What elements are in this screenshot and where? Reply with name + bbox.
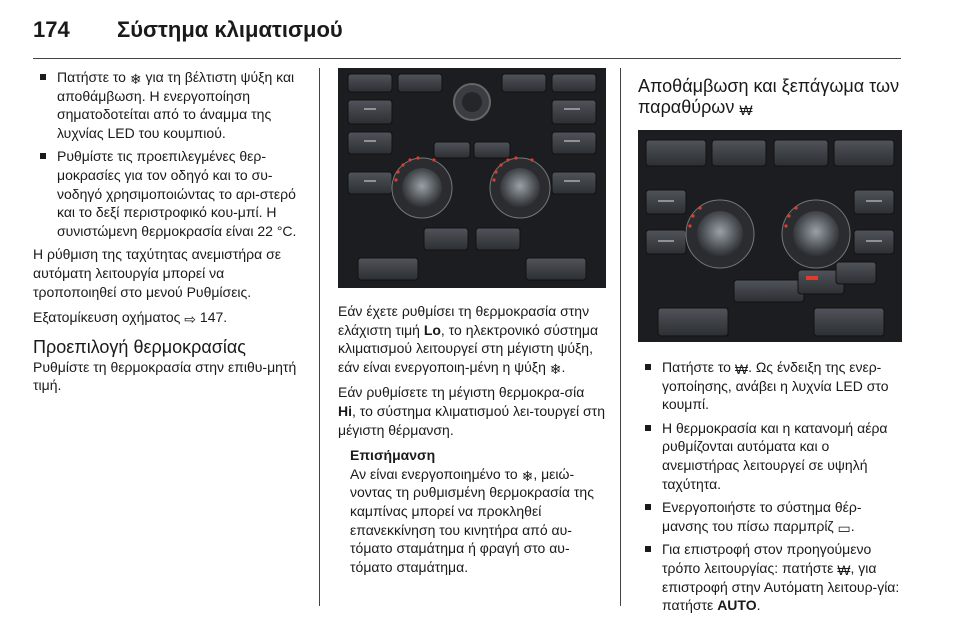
column-2 [338,68,606,576]
bullet-item [638,419,902,493]
text-run: . [561,358,566,375]
paragraph [338,302,606,376]
page-number: 174 [33,17,70,42]
bullet-item [33,147,305,240]
note-title: Επισήμανση [350,447,436,464]
snowflake-icon: ❄ [521,467,534,484]
reference-text: Εξατομίκευση οχήματος [33,309,185,326]
note-text [350,465,606,577]
text-run: , το σύστημα κλιματισμού λει-τουργεί στη μέγιστη θέρμανση. [338,402,605,438]
column-rule-1 [319,68,320,606]
bullet-item [638,358,902,414]
paragraph: Ρυθμίστε τη θερμοκρασία στην επιθυ-μητή τιμή. [33,358,297,394]
heading-text: Αποθάμβωση και ξεπάγωμα των παραθύρων [638,76,900,117]
column-rule-2 [620,68,621,606]
text-run: , μειώ-νοντας τη ρυθμισμένη θερμοκρασία της καμπίνας μπορεί να προκληθεί επανεκκίνηση του κινητήρα από αυ-τόματο σταμάτημα ή φραγή στο αυ-τόματο σταμάτημα. [350,465,594,575]
rear-window-heating-icon: ▭ [837,519,851,536]
bullet-text: Ρυθμίστε τις προεπιλεγμένες θερ-μοκρασίες για τον οδηγό και το συ-νοδηγό χρησιμοποιώντας το αρι-στερό και το δεξί περιστροφικό κου-μπί. Η συνιστώμενη θερμοκρασία είναι 22 °C. [57,148,297,239]
note-box [338,446,606,576]
column-3 [638,68,902,620]
header-rule [33,58,901,59]
arrow-icon: ⇨ [184,311,197,328]
bullet-item [638,498,902,535]
bullet-item [638,540,902,614]
cross-reference [33,308,305,327]
bullet-text: Για επιστροφή στον προηγούμενο τρόπο λειτουργίας: πατήστε [662,541,872,576]
snowflake-icon: ❄ [129,71,142,87]
climate-panel-photo-defrost [638,130,902,342]
bullet-text: . [850,517,855,534]
bold-term: Hi [338,402,352,419]
text-run: , το ηλεκτρονικό σύστημα κλιματισμού λειτουργεί στη μέγιστη ψύξη, εάν είναι ενεργοποιη-μένη η ψύξη [338,321,599,375]
text-run: Εάν ρυθμίσετε τη μέγιστη θερμοκρα-σία [338,384,585,401]
bullet-text: Η θερμοκρασία και η κατανομή αέρα ρυθμίζονται αυτόματα και ο ανεμιστήρας λειτουργεί σε υψηλή ταχύτητα. [662,419,888,492]
bullet-text: Πατήστε το [57,69,130,85]
section-heading: Προεπιλογή θερμοκρασίας [33,336,246,357]
windscreen-defrost-icon: ₩ [734,361,749,377]
climate-panel-photo [338,68,606,288]
bullet-text: Ενεργοποιήστε το σύστημα θέρ-μανσης του πίσω παρμπρίζ [662,499,862,534]
bullet-text: . [756,597,761,614]
column-1 [33,68,305,402]
bold-term: Lo [423,321,441,338]
text-run: Εάν έχετε ρυθμίσει τη θερμοκρασία στην ελάχιστη τιμή [338,303,590,338]
snowflake-icon: ❄ [549,360,562,377]
paragraph: Η ρύθμιση της ταχύτητας ανεμιστήρα σε αυτόματη λειτουργία μπορεί να τροποποιηθεί στο μενού Ρυθμίσεις. [33,246,281,300]
bullet-text: , για επιστροφή στην Αυτόματη λειτουρ-γία: πατήστε [662,559,900,614]
paragraph [338,383,606,439]
bullet-text: για τη βέλτιστη ψύξη και αποθάμβωση. Η ενεργοποίηση σηματοδοτείται από το άναμμα της λυχνίας LED του κουμπιού. [57,69,295,141]
text-run: Αν είναι ενεργοποιημένο το [350,465,522,482]
bullet-item [33,68,305,142]
bold-term: AUTO [717,597,757,614]
bullet-text: . Ως ένδειξη της ενερ-γοποίησης, ανάβει η λυχνία LED στο κουμπί. [662,359,889,413]
bullet-text: Πατήστε το [662,359,735,375]
reference-page: 147. [199,309,228,326]
windscreen-defrost-icon: ₩ [837,561,851,578]
windscreen-defrost-icon: ₩ [739,102,753,118]
running-title: Σύστημα κλιματισμού [117,17,343,42]
section-heading [638,76,902,118]
